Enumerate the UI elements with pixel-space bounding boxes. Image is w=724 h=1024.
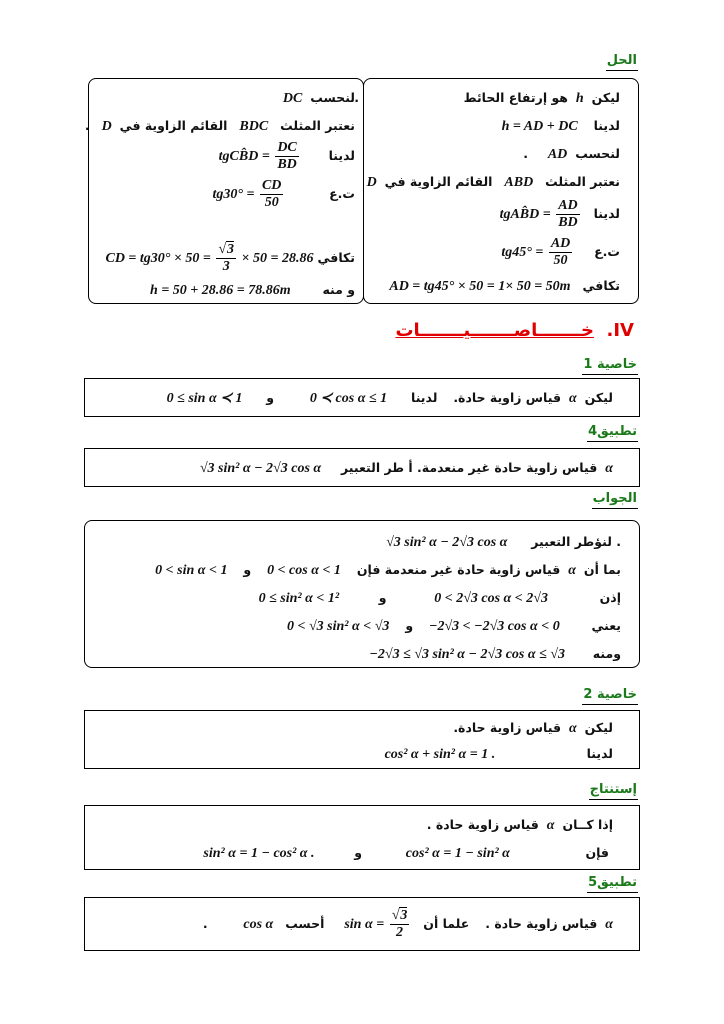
- left-line-5: تكافي CD = tg30° × 50 = $\frac{√3}{3}$ × 50 = 28.86: [105, 242, 355, 275]
- property-1-box: [84, 378, 640, 417]
- answer-line-2: بما أن α قياس زاوية حادة غير منعدمة فإن 0 < cos α < 1 و 0 < sin α < 1: [155, 562, 621, 578]
- application-4-line: α قياس زاوية حادة غير منعدمة. أ طر التعبير √3 sin² α − 2√3 cos α: [199, 460, 613, 476]
- left-line-4: ت.ع tg30° = $\frac{CD}{50}$: [212, 178, 355, 211]
- answer-line-3: إذن 0 < 2√3 cos α < 2√3 و 0 ≤ sin² α < 1²: [258, 590, 621, 606]
- left-line-6: و منه h = 50 + 28.86 = 78.86m: [150, 282, 355, 298]
- left-line-1: لنحسب DC .: [282, 90, 359, 106]
- deduction-line-2: فإن cos² α = 1 − sin² α و sin² α = 1 − cos² α .: [203, 845, 609, 861]
- right-line-4: نعتبر المثلث ABD القائم الزاوية في D: [366, 174, 620, 190]
- property-2-line-2: لدينا cos² α + sin² α = 1 .: [384, 746, 613, 762]
- answer-heading: الجواب: [592, 490, 638, 509]
- property-1-heading: خاصية 1: [582, 356, 638, 375]
- right-line-2: لدينا h = AD + DC: [501, 118, 620, 134]
- property-2-heading: خاصية 2: [582, 686, 638, 705]
- right-line-3: لنحسب AD .: [523, 146, 620, 162]
- deduction-box: [84, 805, 640, 870]
- solution-left-box: [84, 78, 364, 304]
- solution-heading: الحل: [606, 52, 638, 71]
- property-1-line: ليكن α قياس زاوية حادة. لدينا 0 ≺ cos α ≤ 1 و 0 ≤ sin α ≺ 1: [166, 390, 613, 406]
- application-5-heading: تطبيق5: [587, 874, 638, 893]
- property-2-line-1: ليكن α قياس زاوية حادة.: [453, 720, 613, 736]
- deduction-heading: إستنتاج: [589, 781, 638, 800]
- right-line-7: تكافي AD = tg45° × 50 = 1× 50 = 50m: [389, 278, 620, 294]
- application-4-box: [84, 448, 640, 487]
- property-2-box: [84, 710, 640, 769]
- application-5-line: α قياس زاوية حادة . علما أن sin α = $\frac{√3}{2}$ أحسب cos α .: [202, 908, 613, 941]
- deduction-line-1: إذا كــان α قياس زاوية حادة .: [426, 817, 613, 833]
- application-4-heading: تطبيق4: [587, 423, 638, 442]
- answer-line-1: . لنؤطر التعبير √3 sin² α − 2√3 cos α: [386, 534, 621, 550]
- solution-right-box: [363, 78, 639, 304]
- section-title: IV. خـــــــاصـــــــيـــــــات: [395, 320, 634, 341]
- application-5-box: [84, 897, 640, 951]
- right-line-5: لدينا tgAB̂D = $\frac{AD}{BD}$: [499, 198, 620, 231]
- right-line-6: ت.ع tg45° = $\frac{AD}{50}$: [501, 236, 620, 269]
- left-line-3: لدينا tgCB̂D = $\frac{DC}{BD}$: [218, 140, 355, 173]
- answer-line-5: ومنه −2√3 ≤ √3 sin² α − 2√3 cos α ≤ √3: [369, 646, 621, 662]
- answer-box: [84, 520, 640, 668]
- right-line-1: ليكن h هو إرتفاع الحائط: [463, 90, 620, 106]
- left-line-2: نعتبر المثلث BDC القائم الزاوية في D .: [84, 118, 355, 134]
- answer-line-4: يعني −2√3 < −2√3 cos α < 0 و 0 < √3 sin² α < √3: [287, 618, 621, 634]
